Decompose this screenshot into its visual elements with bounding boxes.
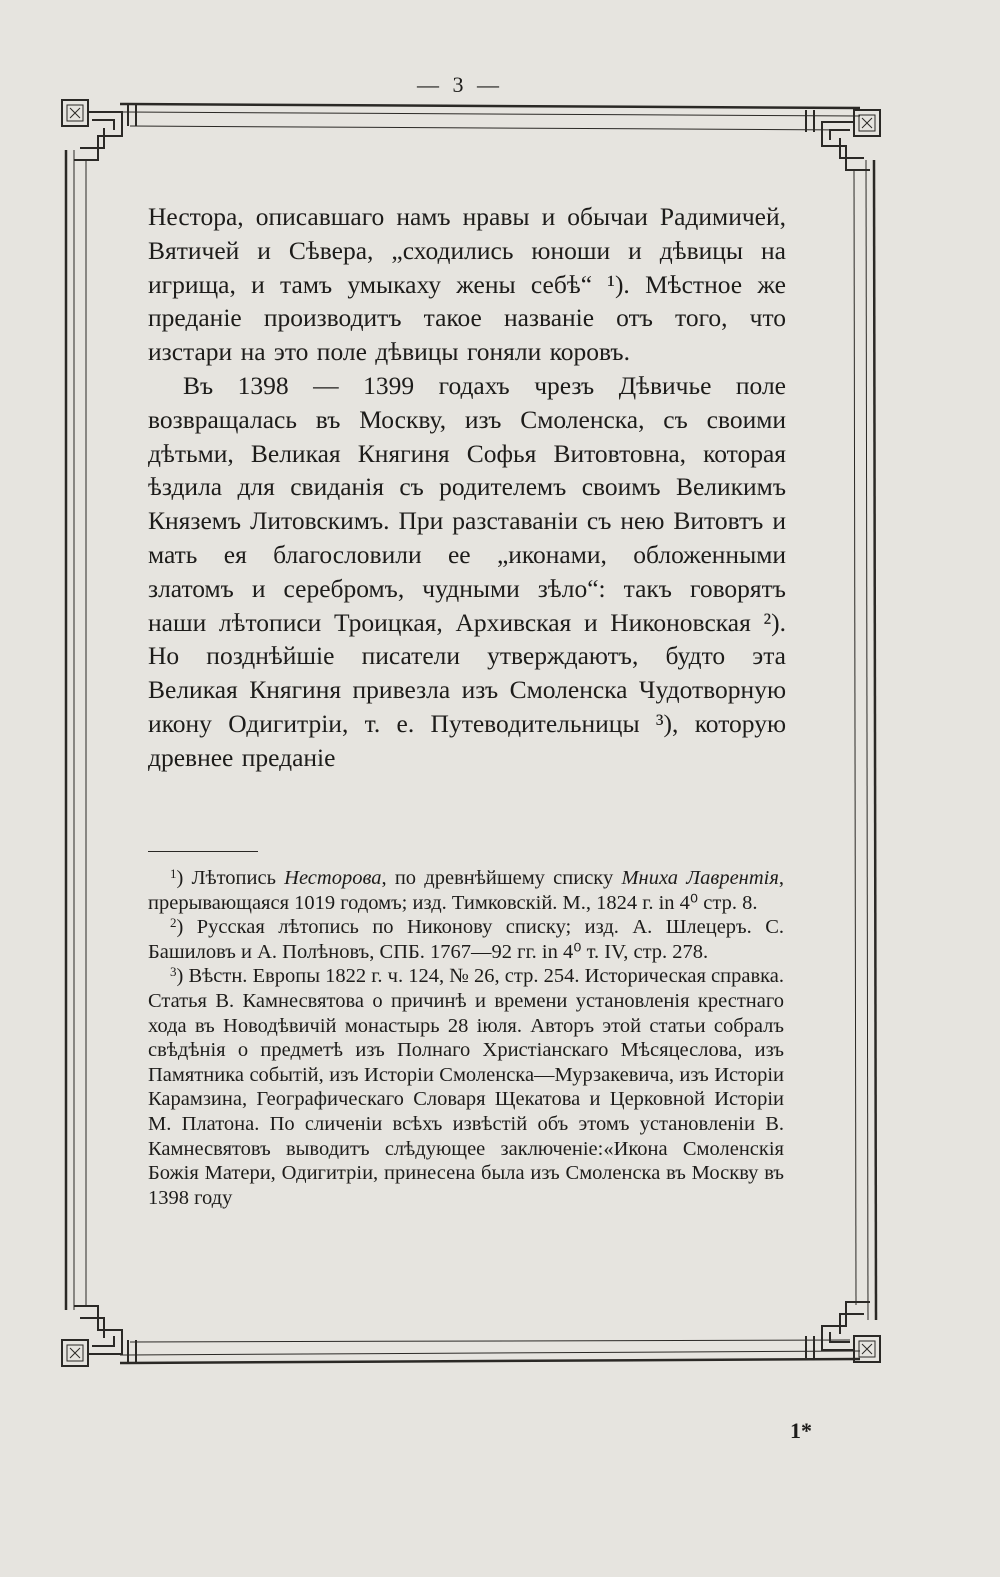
paragraph-2: Въ 1398 — 1399 годахъ чрезъ Дѣвичье поле возвращалась въ Москву, изъ Смоленска, съ своими дѣтьми, Великая Княгиня Софья Витовтовна, которая ѣздила для свиданія съ родителемъ своимъ Великимъ Княземъ Литовскимъ. При разставаніи съ нею Витовтъ и мать ея благословили ее „иконами, обложенными златомъ и серебромъ, чудными зѣло“: такъ говорятъ наши лѣтописи Троицкая, Архивская и Никоновская ²). Но позднѣйшіе писатели утверждаютъ, будто эта Великая Княгиня привезла изъ Смоленска Чудотворную икону Одигитріи, т. е. Путеводительницы ³), которую древнее преданіе	[148, 370, 786, 772]
footnote-2: $^2$) Русская лѣтопись по Никонову списку; изд. А. Шлецеръ. С. Башиловъ и А. Полѣновъ, СПБ. 1767—92 гг. in 4⁰ т. IV, стр. 278.	[148, 915, 784, 963]
footnote-1: $^1$) Лѣтопись Несторова, по древнѣйшему списку Мниха Лаврентія, прерывающаяся 1019 годомъ; изд. Тимковскій. М., 1824 г. in 4⁰ стр. 8.	[148, 866, 784, 914]
footnote-separator	[148, 851, 258, 852]
corner-ornament-bottom-left	[62, 1306, 136, 1366]
footnote-3: $^3$) Вѣстн. Европы 1822 г. ч. 124, № 26, стр. 254. Историческая справка. Статья В. Камнесвятова о причинѣ и времени установленія крестнаго хода въ Новодѣвичій монастырь 28 іюля. Авторъ этой статьи собралъ свѣдѣнія о предметѣ изъ Полнаго Христіанскаго Мѣсяцеслова, изъ Памятника событій, изъ Исторіи Смоленска—Мурзакевича, изъ Исторіи Карамзина, Географическаго Словаря Щекатова и Церковной Исторіи М. Платона. По сличеніи всѣхъ извѣстій объ этомъ установленіи В. Камнесвятовъ выводитъ слѣдующее заключеніе:«Икона Смоленскія Божія Матери, Одигитріи, принесена была изъ Смоленска въ Москву въ 1398 году	[148, 964, 784, 1209]
footnotes	[148, 866, 784, 1210]
corner-ornament-bottom-right	[806, 1302, 880, 1362]
page-number: — 3 —	[417, 72, 503, 97]
corner-ornament-top-right	[806, 110, 880, 170]
printer-signature-mark: 1*	[790, 1418, 812, 1443]
paragraph-1: Нестора, описавшаго намъ нравы и обычаи Радимичей, Вятичей и Сѣвера, „сходились юноши и дѣвицы на игрища, и тамъ умыкаху жены себѣ“ ¹). Мѣстное же преданіе производитъ такое названіе отъ того, что изстари на это поле дѣвицы гоняли коровъ.	[148, 202, 786, 367]
corner-ornament-top-left	[62, 100, 136, 160]
main-text	[148, 200, 786, 775]
